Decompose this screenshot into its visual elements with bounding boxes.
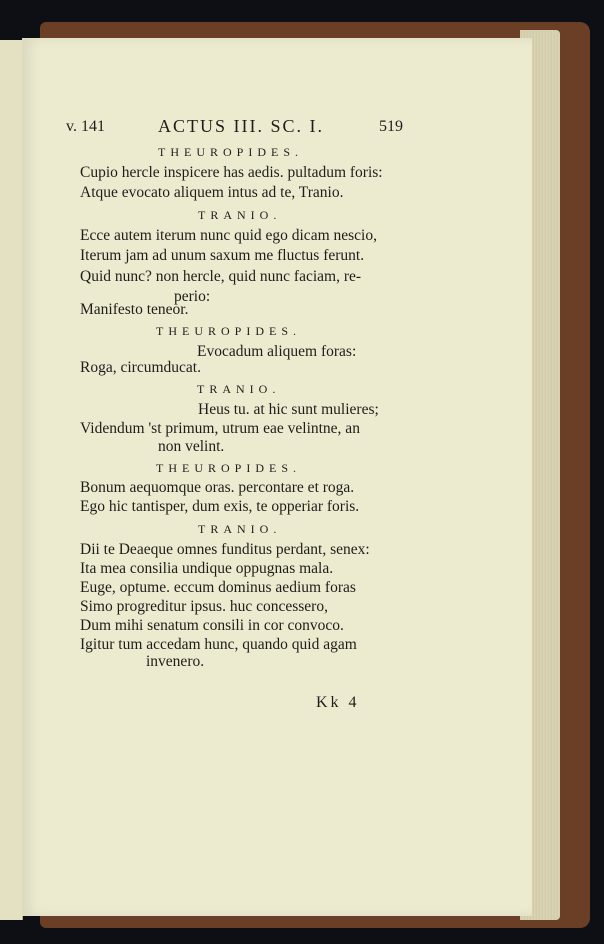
speaker-heading: TRANIO. <box>197 382 281 396</box>
verse-line: Ita mea consilia undique oppugnas mala. <box>80 560 334 577</box>
verse-line: Dum mihi senatum consili in cor convoco. <box>80 617 344 634</box>
verse-line: Ego hic tantisper, dum exis, te opperiar foris. <box>80 498 360 515</box>
verse-line: invenero. <box>146 653 205 670</box>
facing-page-edge <box>0 40 23 920</box>
signature-mark: Kk 4 <box>316 694 360 711</box>
verse-line: Quid nunc? non hercle, quid nunc faciam, re- <box>80 268 362 285</box>
speaker-heading: TRANIO. <box>198 522 282 536</box>
verse-line: Euge, optume. eccum dominus aedium foras <box>80 579 356 596</box>
verse-line: non velint. <box>158 438 225 455</box>
verse-line: Roga, circumducat. <box>80 359 201 376</box>
verse-line: perio: <box>174 288 211 305</box>
speaker-heading: THEUROPIDES. <box>156 461 302 475</box>
speaker-heading: THEUROPIDES. <box>158 145 304 159</box>
verse-line: Ecce autem iterum nunc quid ego dicam nescio, <box>80 227 377 244</box>
verse-line: Evocadum aliquem foras: <box>197 343 357 360</box>
verse-line: Atque evocato aliquem intus ad te, Tranio. <box>80 184 344 201</box>
verse-line: Manifesto teneor. <box>80 301 189 318</box>
speaker-heading: TRANIO. <box>198 208 282 222</box>
verse-line: Videndum 'st primum, utrum eae velintne, an <box>80 420 360 437</box>
verse-line: Iterum jam ad unum saxum me fluctus ferunt. <box>80 247 365 264</box>
speaker-heading: THEUROPIDES. <box>156 324 302 338</box>
verse-line: Dii te Deaeque omnes funditus perdant, senex: <box>80 541 370 558</box>
verse-number: v. 141 <box>66 118 105 135</box>
running-title: ACTUS III. SC. I. <box>158 116 325 136</box>
page-number: 519 <box>379 118 403 135</box>
verse-line: Simo progreditur ipsus. huc concessero, <box>80 598 328 615</box>
verse-line: Bonum aequomque oras. percontare et roga. <box>80 479 355 496</box>
verse-line: Igitur tum accedam hunc, quando quid agam <box>80 636 357 653</box>
verse-line: Heus tu. at hic sunt mulieres; <box>198 401 379 418</box>
book-page <box>22 38 532 916</box>
verse-line: Cupio hercle inspicere has aedis. pultadum foris: <box>80 164 383 181</box>
